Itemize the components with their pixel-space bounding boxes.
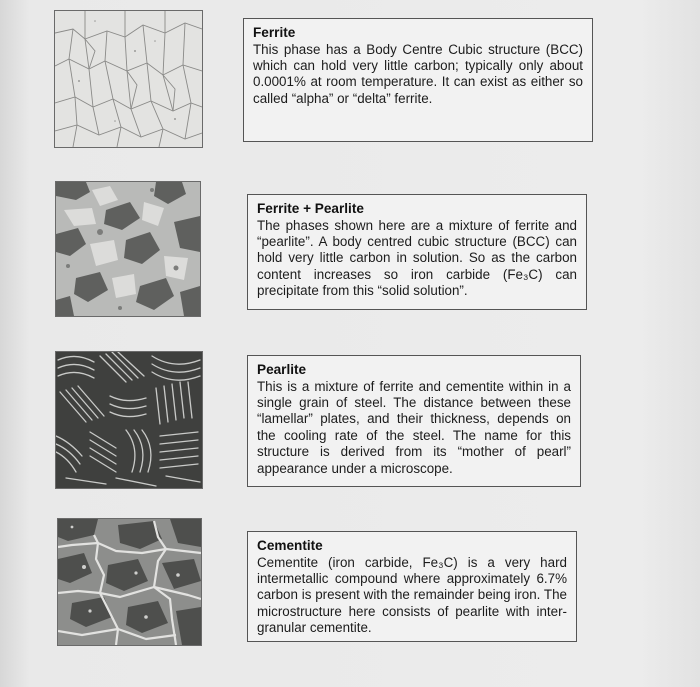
ferrite-text: This phase has a Body Centre Cubic structure (BCC) which can hold very little carbon; typically only about 0.0001% at room temperature. It can exist as either so called “alpha” or “delta” ferrite. <box>253 41 583 106</box>
ferrite-pearlite-text: The phases shown here are a mixture of ferrite and “pearlite”. A body centred cubic structure (BCC) can hold very little carbon in solution. So as the carbon content increases so iron carbide (Fe₃C) can precipitate from this “solid solution”. <box>257 217 577 299</box>
ferrite-description-box <box>243 18 593 142</box>
cementite-text: Cementite (iron carbide, Fe₃C) is a very hard intermetallic compound where approximately 6.7% carbon is present with the remainder being iron. The microstructure here consists of pearlite with inter-granular cementite. <box>257 554 567 636</box>
ferrite-pearlite-micrograph <box>55 181 201 317</box>
ferrite-pearlite-description-box <box>247 194 587 310</box>
pearlite-text: This is a mixture of ferrite and cementite within in a single grain of steel. The distance between these “lamellar” plates, and their thickness, depends on the cooling rate of the steel. The name for this structure is derived from its “mother of pearl” appearance under a microscope. <box>257 378 571 476</box>
cementite-description-box <box>247 531 577 642</box>
pearlite-micrograph <box>55 351 203 489</box>
ferrite-micrograph <box>54 10 203 148</box>
ferrite-title: Ferrite <box>253 25 296 40</box>
ferrite-pearlite-title: Ferrite + Pearlite <box>257 201 364 216</box>
pearlite-title: Pearlite <box>257 362 307 377</box>
cementite-micrograph <box>57 518 202 646</box>
pearlite-description-box <box>247 355 581 487</box>
cementite-title: Cementite <box>257 538 323 553</box>
